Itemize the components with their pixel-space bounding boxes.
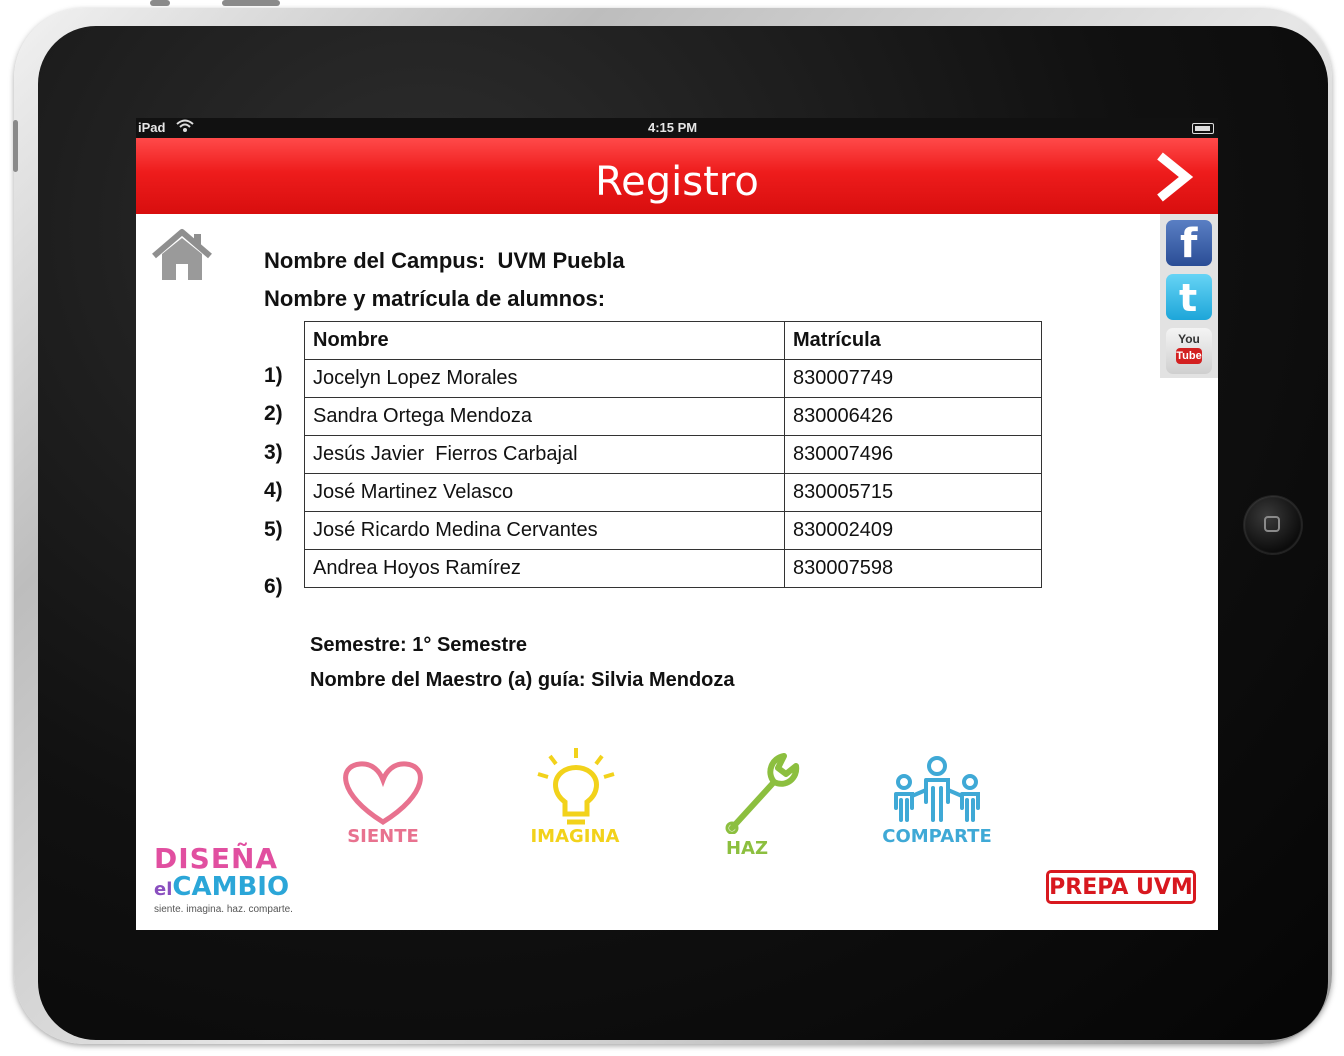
chevron-right-icon[interactable] bbox=[1154, 150, 1194, 204]
people-icon bbox=[872, 744, 1002, 834]
activity-haz[interactable] bbox=[682, 744, 812, 864]
top-button bbox=[222, 0, 280, 6]
campus-line bbox=[264, 248, 625, 274]
student-id: 830005715 bbox=[785, 474, 1042, 512]
table-row bbox=[305, 512, 1042, 550]
twitter-icon[interactable]: t bbox=[1166, 274, 1212, 320]
volume-button bbox=[13, 120, 18, 172]
teacher-text: Nombre del Maestro (a) guía: Silvia Mendoza bbox=[310, 669, 735, 691]
activity-imagina[interactable] bbox=[510, 744, 640, 864]
home-icon[interactable] bbox=[150, 228, 214, 284]
row-number: 1) bbox=[264, 364, 283, 387]
page-title: Registro bbox=[595, 159, 759, 205]
activity-comparte[interactable] bbox=[872, 744, 1002, 864]
student-name: José Ricardo Medina Cervantes bbox=[305, 512, 785, 550]
column-header-nombre: Nombre bbox=[305, 322, 785, 360]
facebook-icon[interactable]: f bbox=[1166, 220, 1212, 266]
status-time: 4:15 PM bbox=[648, 120, 698, 135]
table-header-row bbox=[305, 322, 1042, 360]
wifi-icon bbox=[176, 118, 194, 137]
student-name: Jesús Javier Fierros Carbajal bbox=[305, 436, 785, 474]
row-number: 6) bbox=[264, 575, 283, 598]
student-name: José Martinez Velasco bbox=[305, 474, 785, 512]
activity-label: SIENTE bbox=[347, 826, 419, 847]
activity-label: IMAGINA bbox=[530, 826, 620, 847]
ipad-home-button[interactable] bbox=[1244, 496, 1302, 554]
activity-label: HAZ bbox=[725, 838, 769, 859]
campus-value: UVM Puebla bbox=[497, 248, 625, 273]
student-id: 830007598 bbox=[785, 550, 1042, 588]
row-number: 2) bbox=[264, 402, 283, 425]
student-name: Andrea Hoyos Ramírez bbox=[305, 550, 785, 588]
logo-tagline: siente. imagina. haz. comparte. bbox=[154, 904, 293, 915]
student-id: 830006426 bbox=[785, 398, 1042, 436]
table-row bbox=[305, 436, 1042, 474]
carrier-label: iPad bbox=[138, 120, 166, 135]
prepa-uvm-logo: PREPA UVM bbox=[1046, 870, 1196, 904]
activity-label: COMPARTE bbox=[882, 826, 992, 847]
battery-icon bbox=[1192, 123, 1214, 134]
app-header bbox=[136, 138, 1218, 214]
students-label: Nombre y matrícula de alumnos: bbox=[264, 286, 606, 311]
disena-el-cambio-logo bbox=[154, 842, 304, 918]
students-table bbox=[304, 321, 1042, 588]
status-bar bbox=[136, 118, 1218, 138]
table-row bbox=[305, 360, 1042, 398]
student-id: 830007496 bbox=[785, 436, 1042, 474]
student-id: 830007749 bbox=[785, 360, 1042, 398]
student-name: Jocelyn Lopez Morales bbox=[305, 360, 785, 398]
student-id: 830002409 bbox=[785, 512, 1042, 550]
table-row bbox=[305, 474, 1042, 512]
row-number: 3) bbox=[264, 441, 283, 464]
wrench-icon bbox=[682, 744, 812, 834]
activity-siente[interactable] bbox=[318, 744, 448, 864]
logo-line-2: elCAMBIO bbox=[154, 872, 290, 902]
student-name: Sandra Ortega Mendoza bbox=[305, 398, 785, 436]
youtube-icon[interactable]: You Tube bbox=[1166, 328, 1212, 374]
app-screen bbox=[136, 118, 1218, 930]
top-button bbox=[150, 0, 170, 6]
semester-text: Semestre: 1° Semestre bbox=[310, 634, 528, 656]
social-sidebar bbox=[1160, 214, 1218, 378]
table-row bbox=[305, 550, 1042, 588]
heart-icon bbox=[318, 744, 448, 834]
table-row bbox=[305, 398, 1042, 436]
row-number: 5) bbox=[264, 518, 283, 541]
lightbulb-icon bbox=[510, 744, 640, 834]
logo-line-1: DISEÑA bbox=[154, 842, 279, 875]
column-header-matricula: Matrícula bbox=[785, 322, 1042, 360]
row-number: 4) bbox=[264, 479, 283, 502]
campus-label: Nombre del Campus: bbox=[264, 248, 486, 273]
